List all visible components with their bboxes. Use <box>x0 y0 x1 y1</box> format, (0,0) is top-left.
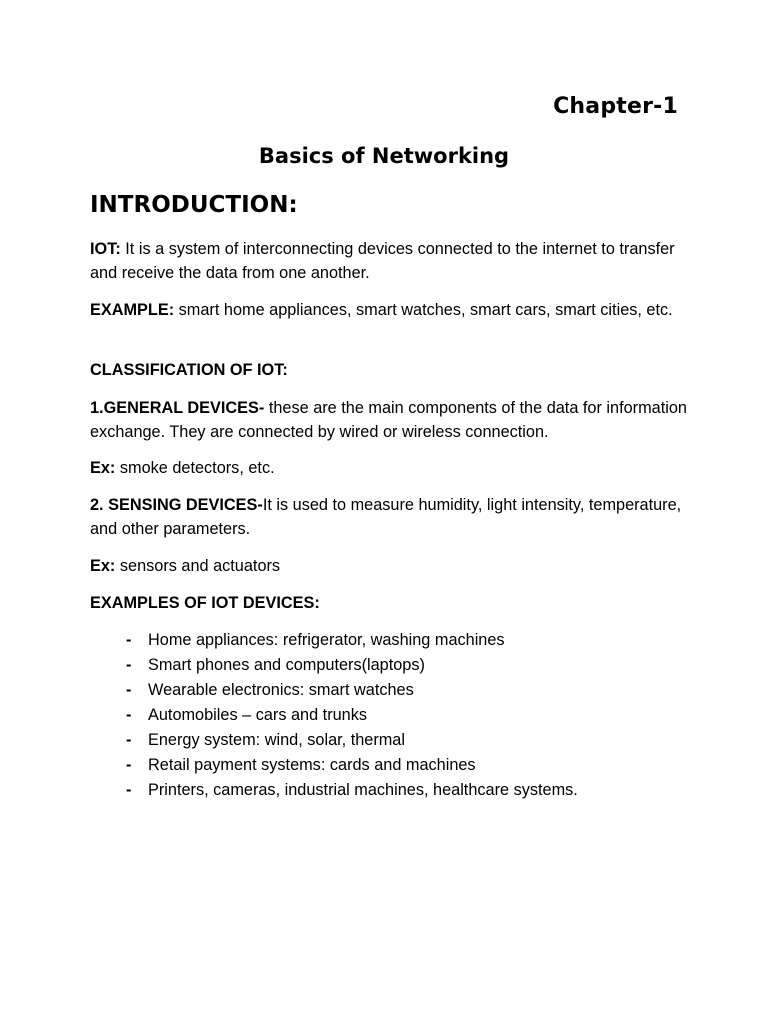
general-devices-example <box>90 456 690 480</box>
list-item <box>90 678 578 703</box>
chapter-label: Chapter-1 <box>553 94 678 119</box>
bullet-dash: - <box>126 631 132 649</box>
bullet-dash: - <box>126 731 132 749</box>
list-item-text: Smart phones and computers(laptops) <box>148 656 425 674</box>
list-item <box>90 653 578 678</box>
list-item <box>90 753 578 778</box>
bullet-dash: - <box>126 656 132 674</box>
list-item-text: Wearable electronics: smart watches <box>148 681 414 699</box>
classification-heading <box>90 358 690 382</box>
list-item-text: Automobiles – cars and trunks <box>148 706 368 724</box>
sensing-ex-text: sensors and actuators <box>115 557 281 575</box>
example-text: smart home appliances, smart watches, smart cars, smart cities, etc. <box>174 301 673 319</box>
list-item <box>90 778 578 803</box>
sensing-devices-example <box>90 554 690 578</box>
general-ex-label: Ex: <box>90 459 116 477</box>
example-paragraph <box>90 298 690 322</box>
example-label: EXAMPLE: <box>90 301 175 319</box>
list-item <box>90 703 578 728</box>
sensing-devices-label: 2. SENSING DEVICES- <box>90 496 263 514</box>
list-item-text: Retail payment systems: cards and machines <box>148 756 476 774</box>
section-heading-introduction: INTRODUCTION: <box>90 192 298 218</box>
iot-text: It is a system of interconnecting devices connected to the internet to transfer and receive the data from one another. <box>90 240 675 282</box>
general-devices-paragraph <box>90 396 690 444</box>
list-item <box>90 628 578 653</box>
list-item-text: Printers, cameras, industrial machines, healthcare systems. <box>148 781 578 799</box>
page-title: Basics of Networking <box>258 144 510 168</box>
bullet-dash: - <box>126 756 132 774</box>
iot-definition <box>90 237 690 285</box>
classification-heading-text: CLASSIFICATION OF IOT: <box>90 361 288 379</box>
list-item <box>90 728 578 753</box>
iot-label: IOT: <box>90 240 121 258</box>
general-devices-label: 1.GENERAL DEVICES- <box>90 399 265 417</box>
examples-heading <box>90 591 690 615</box>
list-item-text: Energy system: wind, solar, thermal <box>148 731 405 749</box>
bullet-dash: - <box>126 706 132 724</box>
iot-devices-list <box>90 628 578 803</box>
general-ex-text: smoke detectors, etc. <box>115 459 275 477</box>
list-item-text: Home appliances: refrigerator, washing machines <box>148 631 505 649</box>
sensing-ex-label: Ex: <box>90 557 116 575</box>
sensing-devices-text: It is used to measure humidity, light intensity, temperature, and other parameters. <box>90 496 682 538</box>
bullet-dash: - <box>126 681 132 699</box>
bullet-dash: - <box>126 781 132 799</box>
sensing-devices-paragraph <box>90 493 690 541</box>
general-devices-text: these are the main components of the data for information exchange. They are connected by wired or wireless connection. <box>90 399 687 441</box>
examples-heading-text: EXAMPLES OF IOT DEVICES: <box>90 594 320 612</box>
